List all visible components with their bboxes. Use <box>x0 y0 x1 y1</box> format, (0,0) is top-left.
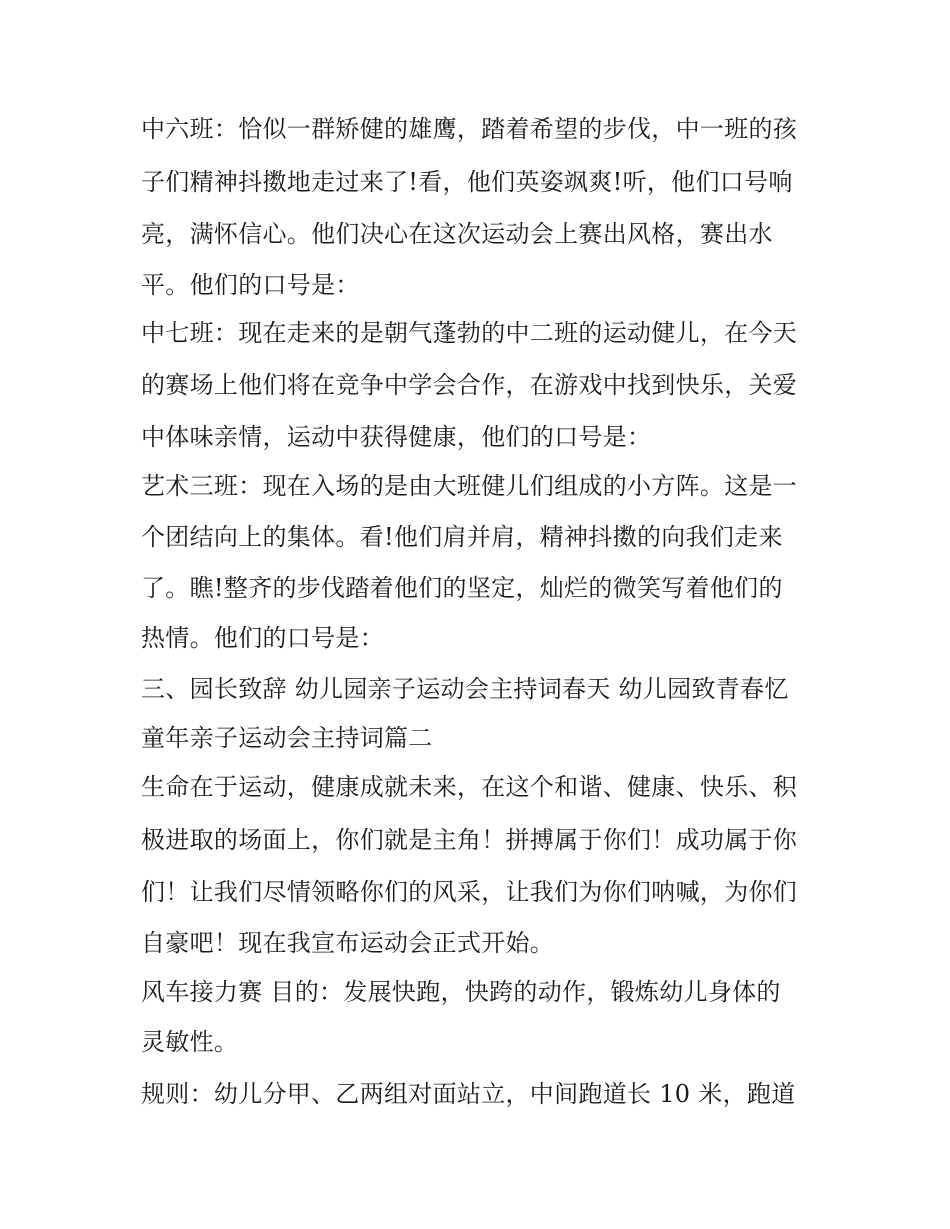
text-line-3: 亮，满怀信心。他们决心在这次运动会上赛出风格，赛出水 <box>141 220 773 248</box>
text-line-11: 热情。他们的口号是： <box>141 624 384 652</box>
text-line-5: 中七班：现在走来的是朝气蓬勃的中二班的运动健儿，在今天 <box>141 319 798 347</box>
text-line-19: 灵敏性。 <box>141 1028 239 1056</box>
text-line-6: 的赛场上他们将在竞争中学会合作，在游戏中找到快乐，关爱 <box>141 371 798 399</box>
text-line-13: 童年亲子运动会主持词篇二 <box>141 724 433 752</box>
text-line-4: 平。他们的口号是： <box>141 271 360 299</box>
text-line-16: 们！让我们尽情领略你们的风采，让我们为你们呐喊，为你们 <box>141 878 798 906</box>
text-line-14: 生命在于运动，健康成就未来，在这个和谐、健康、快乐、积 <box>141 773 798 801</box>
text-line-15: 极进取的场面上，你们就是主角！拼搏属于你们！成功属于你 <box>141 826 798 854</box>
text-line-2: 子们精神抖擞地走过来了!看，他们英姿飒爽!听，他们口号响 <box>141 168 793 196</box>
text-line-18: 风车接力赛 目的：发展快跑，快跨的动作，锻炼幼儿身体的 <box>141 978 781 1006</box>
text-line-10: 了。瞧!整齐的步伐踏着他们的坚定，灿烂的微笑写着他们的 <box>141 574 783 602</box>
text-line-9: 个团结向上的集体。看!他们肩并肩，精神抖擞的向我们走来 <box>141 523 783 551</box>
text-line-12: 三、园长致辞 幼儿园亲子运动会主持词春天 幼儿园致青春忆 <box>141 675 789 703</box>
text-line-17: 自豪吧！现在我宣布运动会正式开始。 <box>141 929 555 957</box>
text-line-7: 中体味亲情，运动中获得健康，他们的口号是： <box>141 423 652 451</box>
text-line-1: 中六班：恰似一群矫健的雄鹰，踏着希望的步伐，中一班的孩 <box>141 115 798 143</box>
text-line-20: 规则：幼儿分甲、乙两组对面站立，中间跑道长 10 米，跑道 <box>141 1080 796 1108</box>
text-line-8: 艺术三班：现在入场的是由大班健儿们组成的小方阵。这是一 <box>141 472 798 500</box>
